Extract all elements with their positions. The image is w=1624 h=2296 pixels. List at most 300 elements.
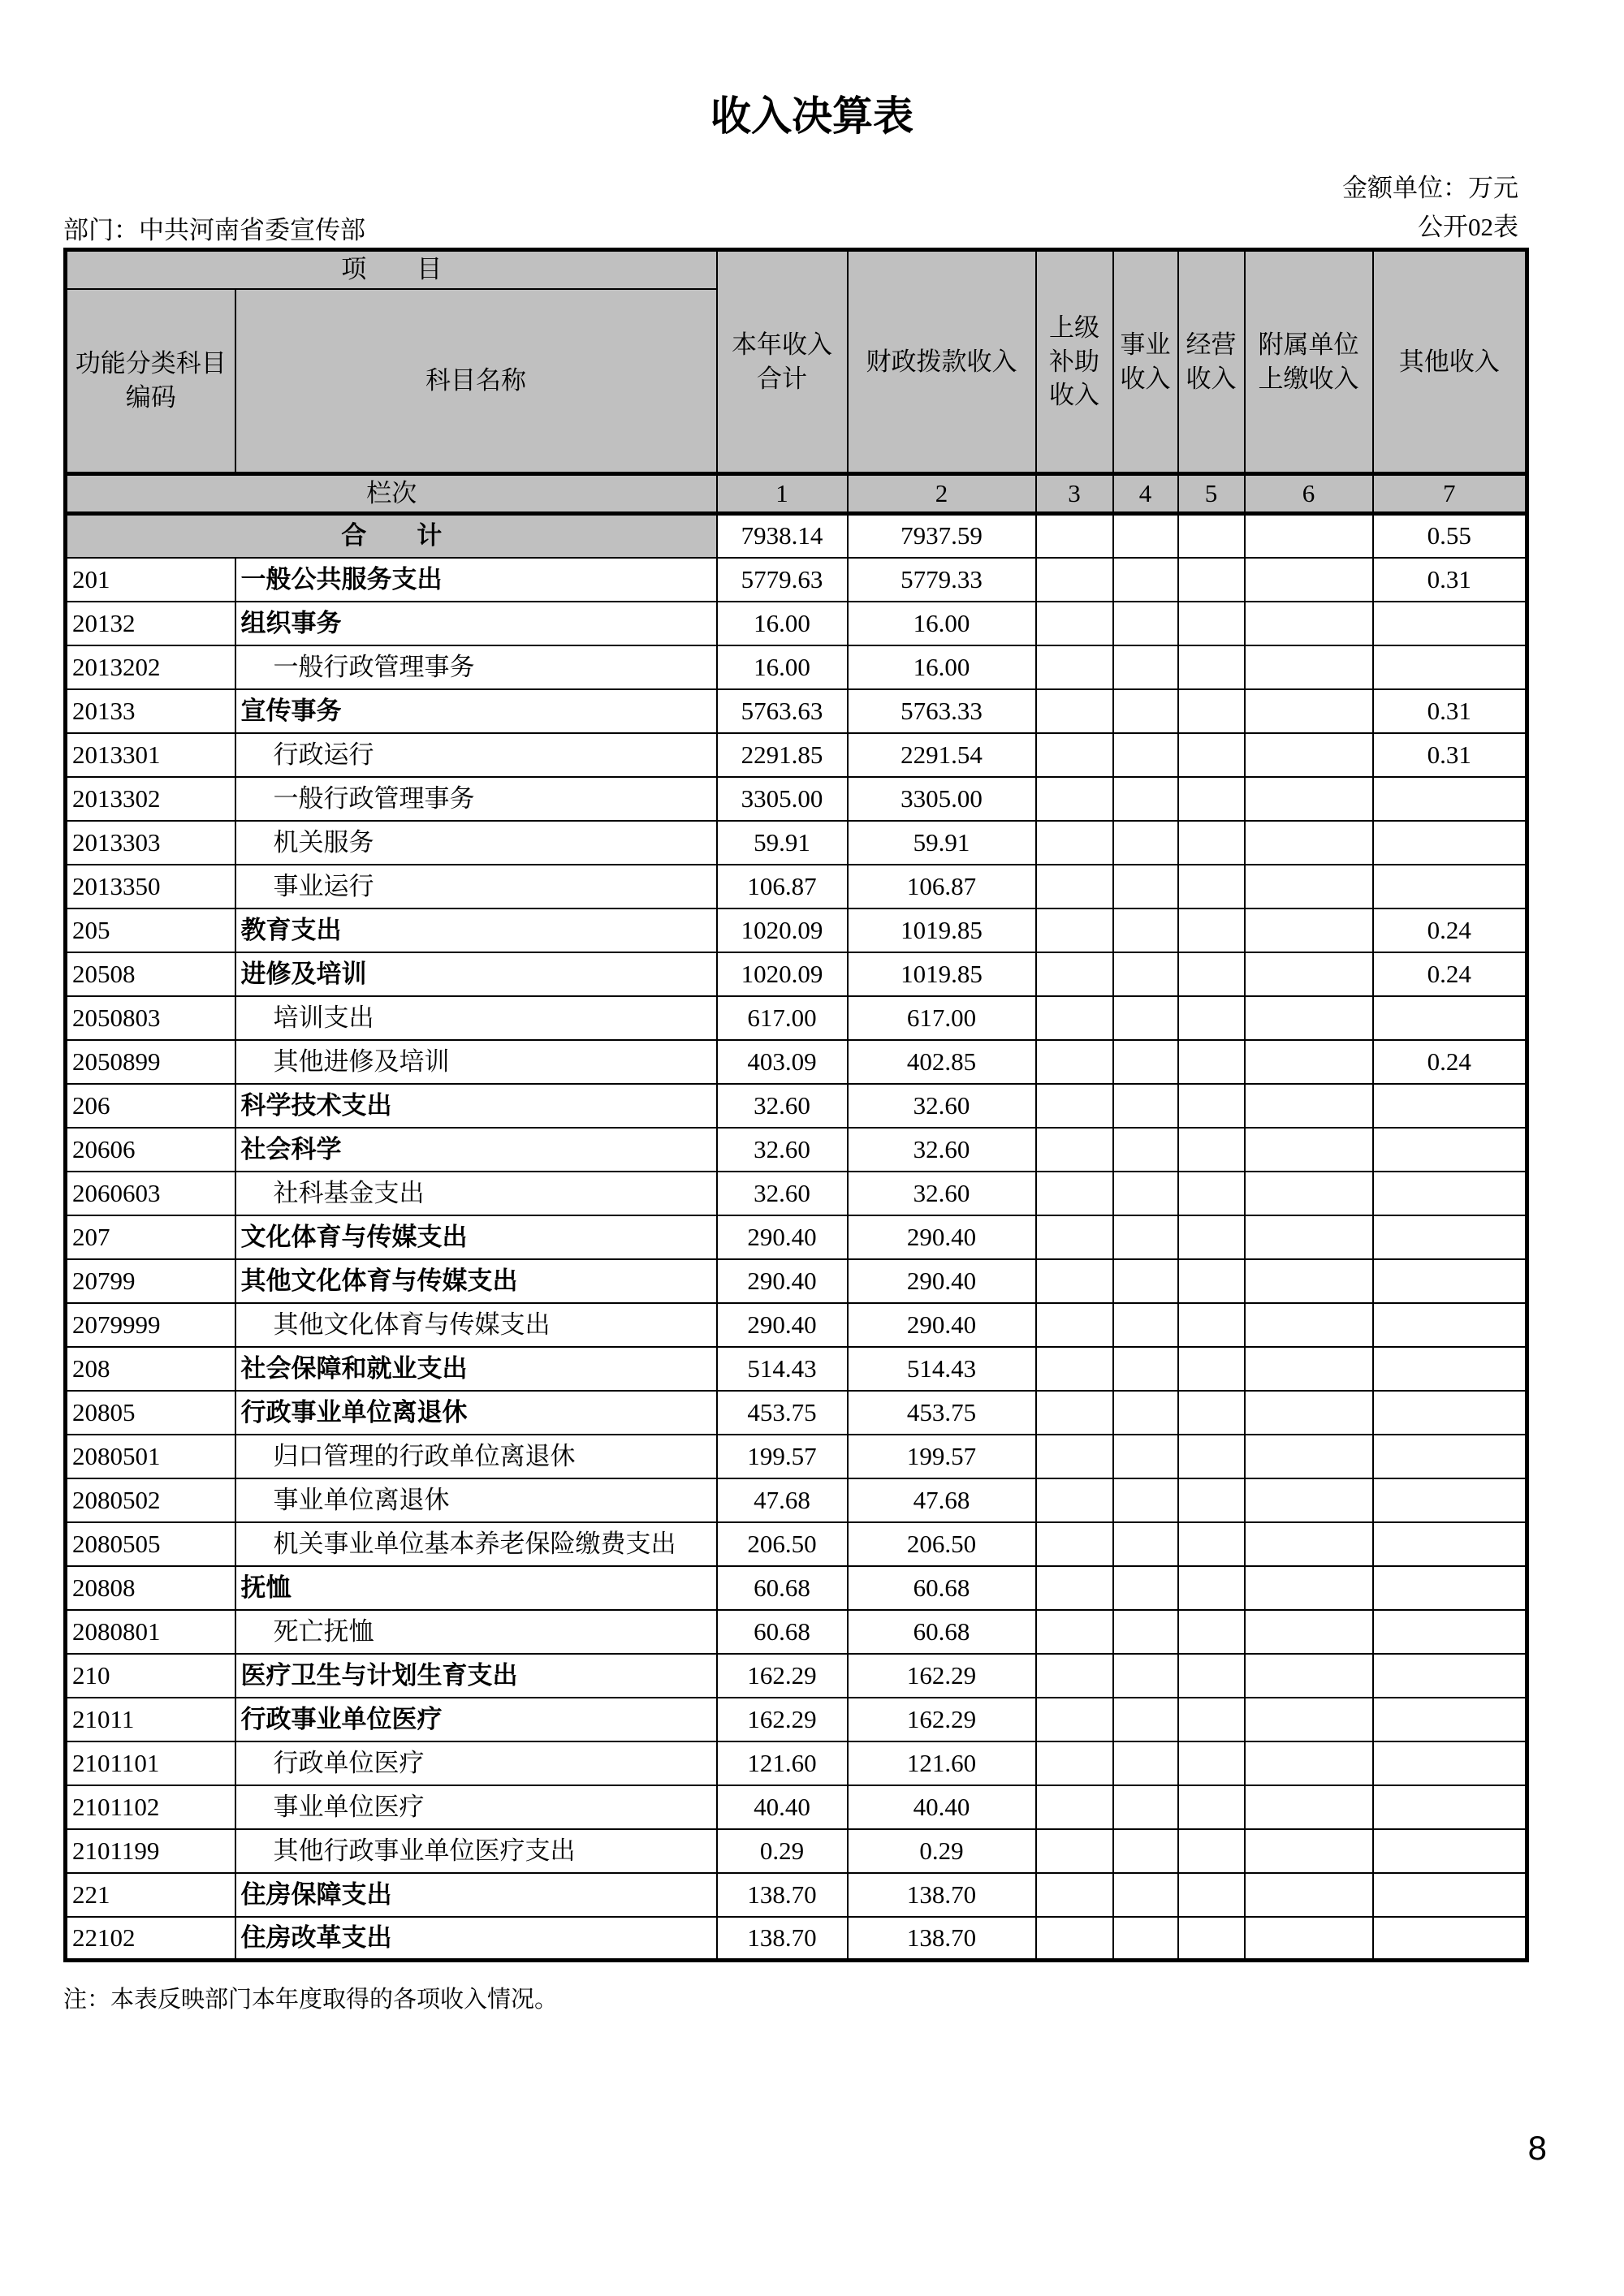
code-cell: 2013302 <box>66 777 235 821</box>
value-cell-1: 121.60 <box>717 1741 848 1785</box>
value-cell-3 <box>1036 1303 1113 1347</box>
value-cell-4 <box>1113 1873 1178 1917</box>
code-cell: 20799 <box>66 1259 235 1303</box>
value-cell-5 <box>1178 1172 1245 1215</box>
value-column-header-5: 经营收入 <box>1178 250 1245 474</box>
value-cell-6 <box>1245 645 1373 689</box>
value-cell-3 <box>1036 1435 1113 1478</box>
name-cell: 行政运行 <box>235 733 717 777</box>
value-cell-5 <box>1178 1478 1245 1522</box>
code-cell: 2079999 <box>66 1303 235 1347</box>
value-cell-1: 2291.85 <box>717 733 848 777</box>
value-cell-7 <box>1373 1522 1527 1566</box>
value-cell-6 <box>1245 1128 1373 1172</box>
table-row <box>66 1522 1527 1566</box>
table-row <box>66 558 1527 602</box>
value-cell-1: 162.29 <box>717 1654 848 1698</box>
name-cell: 机关服务 <box>235 821 717 865</box>
table-row <box>66 865 1527 908</box>
value-cell-2: 0.29 <box>848 1829 1036 1873</box>
code-cell: 2050899 <box>66 1040 235 1084</box>
header-row-project <box>66 250 1527 289</box>
value-cell-7 <box>1373 821 1527 865</box>
value-cell-4 <box>1113 1522 1178 1566</box>
total-value-3 <box>1036 514 1113 558</box>
table-row <box>66 1435 1527 1478</box>
value-cell-2: 514.43 <box>848 1347 1036 1391</box>
code-cell: 2101102 <box>66 1785 235 1829</box>
value-cell-2: 2291.54 <box>848 733 1036 777</box>
table-row <box>66 1917 1527 1961</box>
value-cell-6 <box>1245 1610 1373 1654</box>
value-column-header-4: 事业收入 <box>1113 250 1178 474</box>
value-cell-2: 1019.85 <box>848 952 1036 996</box>
table-row <box>66 1040 1527 1084</box>
name-cell: 一般行政管理事务 <box>235 645 717 689</box>
value-cell-3 <box>1036 602 1113 645</box>
value-cell-7: 0.31 <box>1373 558 1527 602</box>
value-cell-2: 3305.00 <box>848 777 1036 821</box>
value-cell-6 <box>1245 558 1373 602</box>
name-cell: 科学技术支出 <box>235 1084 717 1128</box>
value-cell-2: 206.50 <box>848 1522 1036 1566</box>
value-cell-1: 47.68 <box>717 1478 848 1522</box>
table-row <box>66 777 1527 821</box>
value-cell-7 <box>1373 1566 1527 1610</box>
value-cell-2: 617.00 <box>848 996 1036 1040</box>
value-cell-1: 138.70 <box>717 1917 848 1961</box>
code-cell: 2060603 <box>66 1172 235 1215</box>
value-cell-4 <box>1113 908 1178 952</box>
column-number-3: 3 <box>1036 474 1113 514</box>
code-cell: 208 <box>66 1347 235 1391</box>
value-cell-1: 3305.00 <box>717 777 848 821</box>
value-cell-3 <box>1036 1128 1113 1172</box>
value-cell-3 <box>1036 1391 1113 1435</box>
value-cell-2: 453.75 <box>848 1391 1036 1435</box>
value-cell-5 <box>1178 1347 1245 1391</box>
value-cell-4 <box>1113 1566 1178 1610</box>
name-cell: 行政事业单位医疗 <box>235 1698 717 1741</box>
value-cell-4 <box>1113 1741 1178 1785</box>
value-cell-1: 617.00 <box>717 996 848 1040</box>
table-row <box>66 645 1527 689</box>
total-value-2: 7937.59 <box>848 514 1036 558</box>
code-cell: 2013303 <box>66 821 235 865</box>
value-cell-2: 199.57 <box>848 1435 1036 1478</box>
table-row <box>66 1303 1527 1347</box>
value-cell-6 <box>1245 1259 1373 1303</box>
value-cell-4 <box>1113 1478 1178 1522</box>
page-number: 8 <box>1527 2129 1547 2167</box>
value-cell-1: 453.75 <box>717 1391 848 1435</box>
header-row-lanci <box>66 474 1527 514</box>
value-cell-3 <box>1036 777 1113 821</box>
value-cell-5 <box>1178 1741 1245 1785</box>
value-cell-7: 0.31 <box>1373 689 1527 733</box>
value-cell-5 <box>1178 733 1245 777</box>
value-cell-7 <box>1373 865 1527 908</box>
name-cell: 行政单位医疗 <box>235 1741 717 1785</box>
value-cell-3 <box>1036 1785 1113 1829</box>
total-value-4 <box>1113 514 1178 558</box>
table-row <box>66 689 1527 733</box>
value-cell-4 <box>1113 602 1178 645</box>
value-cell-2: 138.70 <box>848 1873 1036 1917</box>
value-cell-2: 5763.33 <box>848 689 1036 733</box>
value-cell-2: 138.70 <box>848 1917 1036 1961</box>
value-cell-2: 121.60 <box>848 1741 1036 1785</box>
value-cell-4 <box>1113 1172 1178 1215</box>
value-cell-7: 0.31 <box>1373 733 1527 777</box>
value-cell-1: 290.40 <box>717 1303 848 1347</box>
value-cell-5 <box>1178 1215 1245 1259</box>
value-cell-1: 1020.09 <box>717 952 848 996</box>
total-value-6 <box>1245 514 1373 558</box>
value-cell-3 <box>1036 1917 1113 1961</box>
code-cell: 20606 <box>66 1128 235 1172</box>
value-cell-6 <box>1245 908 1373 952</box>
value-cell-3 <box>1036 865 1113 908</box>
value-cell-2: 402.85 <box>848 1040 1036 1084</box>
table-row <box>66 1347 1527 1391</box>
name-cell: 一般行政管理事务 <box>235 777 717 821</box>
value-cell-4 <box>1113 1084 1178 1128</box>
value-cell-6 <box>1245 777 1373 821</box>
code-cell: 2101199 <box>66 1829 235 1873</box>
column-number-1: 1 <box>717 474 848 514</box>
value-cell-1: 403.09 <box>717 1040 848 1084</box>
value-cell-1: 60.68 <box>717 1566 848 1610</box>
value-column-header-7: 其他收入 <box>1373 250 1527 474</box>
table-row <box>66 1259 1527 1303</box>
value-cell-6 <box>1245 865 1373 908</box>
value-cell-7 <box>1373 1741 1527 1785</box>
value-cell-3 <box>1036 1610 1113 1654</box>
value-cell-6 <box>1245 1040 1373 1084</box>
total-value-1: 7938.14 <box>717 514 848 558</box>
value-cell-1: 5779.63 <box>717 558 848 602</box>
project-header-cell: 项 目 <box>66 250 717 289</box>
value-cell-5 <box>1178 1259 1245 1303</box>
value-cell-7 <box>1373 1917 1527 1961</box>
name-cell: 其他文化体育与传媒支出 <box>235 1303 717 1347</box>
code-cell: 2080505 <box>66 1522 235 1566</box>
value-cell-2: 32.60 <box>848 1084 1036 1128</box>
value-cell-3 <box>1036 1478 1113 1522</box>
value-cell-6 <box>1245 1917 1373 1961</box>
value-cell-1: 59.91 <box>717 821 848 865</box>
value-cell-4 <box>1113 1347 1178 1391</box>
value-cell-6 <box>1245 1829 1373 1873</box>
table-header <box>66 250 1527 514</box>
name-cell: 教育支出 <box>235 908 717 952</box>
value-cell-7 <box>1373 1391 1527 1435</box>
value-cell-4 <box>1113 1215 1178 1259</box>
table-row <box>66 1391 1527 1435</box>
value-cell-5 <box>1178 1084 1245 1128</box>
name-cell: 社会保障和就业支出 <box>235 1347 717 1391</box>
value-column-header-6: 附属单位上缴收入 <box>1245 250 1373 474</box>
value-cell-5 <box>1178 1610 1245 1654</box>
column-number-2: 2 <box>848 474 1036 514</box>
value-cell-2: 40.40 <box>848 1785 1036 1829</box>
footnote: 注：本表反映部门本年度取得的各项收入情况。 <box>63 1987 559 2013</box>
name-cell: 医疗卫生与计划生育支出 <box>235 1654 717 1698</box>
table-row <box>66 1785 1527 1829</box>
value-column-header-3: 上级补助收入 <box>1036 250 1113 474</box>
value-cell-6 <box>1245 1522 1373 1566</box>
value-cell-3 <box>1036 558 1113 602</box>
name-cell: 住房保障支出 <box>235 1873 717 1917</box>
name-cell: 社会科学 <box>235 1128 717 1172</box>
value-cell-6 <box>1245 1741 1373 1785</box>
value-cell-2: 32.60 <box>848 1128 1036 1172</box>
table-row <box>66 1215 1527 1259</box>
code-cell: 2013202 <box>66 645 235 689</box>
name-cell: 事业单位医疗 <box>235 1785 717 1829</box>
value-cell-1: 106.87 <box>717 865 848 908</box>
table-row <box>66 1829 1527 1873</box>
code-cell: 2080502 <box>66 1478 235 1522</box>
column-number-4: 4 <box>1113 474 1178 514</box>
code-cell: 20132 <box>66 602 235 645</box>
value-cell-4 <box>1113 1259 1178 1303</box>
value-cell-6 <box>1245 1654 1373 1698</box>
value-cell-6 <box>1245 1566 1373 1610</box>
value-cell-5 <box>1178 1040 1245 1084</box>
value-cell-4 <box>1113 1391 1178 1435</box>
value-cell-4 <box>1113 865 1178 908</box>
table-row <box>66 1873 1527 1917</box>
code-cell: 205 <box>66 908 235 952</box>
name-cell: 社科基金支出 <box>235 1172 717 1215</box>
value-cell-6 <box>1245 821 1373 865</box>
value-cell-5 <box>1178 558 1245 602</box>
table-row <box>66 1698 1527 1741</box>
value-cell-7 <box>1373 1303 1527 1347</box>
value-cell-5 <box>1178 908 1245 952</box>
code-cell: 21011 <box>66 1698 235 1741</box>
value-cell-3 <box>1036 1259 1113 1303</box>
value-cell-1: 0.29 <box>717 1829 848 1873</box>
value-cell-3 <box>1036 689 1113 733</box>
name-cell: 事业运行 <box>235 865 717 908</box>
value-cell-2: 290.40 <box>848 1303 1036 1347</box>
code-cell: 210 <box>66 1654 235 1698</box>
total-row <box>66 514 1527 558</box>
value-cell-6 <box>1245 1698 1373 1741</box>
code-cell: 2080501 <box>66 1435 235 1478</box>
value-cell-1: 138.70 <box>717 1873 848 1917</box>
value-cell-1: 32.60 <box>717 1172 848 1215</box>
value-cell-5 <box>1178 1917 1245 1961</box>
page-title: 收入决算表 <box>710 93 914 139</box>
column-number-6: 6 <box>1245 474 1373 514</box>
value-cell-2: 106.87 <box>848 865 1036 908</box>
table-row <box>66 1654 1527 1698</box>
value-cell-6 <box>1245 689 1373 733</box>
value-cell-5 <box>1178 1303 1245 1347</box>
value-cell-1: 32.60 <box>717 1084 848 1128</box>
value-cell-3 <box>1036 1215 1113 1259</box>
code-cell: 2050803 <box>66 996 235 1040</box>
value-cell-2: 60.68 <box>848 1610 1036 1654</box>
value-cell-7 <box>1373 1478 1527 1522</box>
value-cell-1: 162.29 <box>717 1698 848 1741</box>
value-cell-5 <box>1178 996 1245 1040</box>
value-cell-4 <box>1113 558 1178 602</box>
value-cell-6 <box>1245 1785 1373 1829</box>
table-row <box>66 1172 1527 1215</box>
table-row <box>66 1566 1527 1610</box>
value-cell-5 <box>1178 1654 1245 1698</box>
code-cell: 2080801 <box>66 1610 235 1654</box>
doc-code-label: 公开02表 <box>1418 213 1518 241</box>
value-cell-4 <box>1113 1698 1178 1741</box>
value-cell-7 <box>1373 1829 1527 1873</box>
value-cell-7: 0.24 <box>1373 952 1527 996</box>
value-cell-5 <box>1178 1391 1245 1435</box>
value-cell-3 <box>1036 1873 1113 1917</box>
table-row <box>66 996 1527 1040</box>
value-cell-5 <box>1178 865 1245 908</box>
value-cell-6 <box>1245 602 1373 645</box>
value-cell-4 <box>1113 777 1178 821</box>
value-cell-2: 60.68 <box>848 1566 1036 1610</box>
value-cell-3 <box>1036 1741 1113 1785</box>
value-cell-5 <box>1178 1829 1245 1873</box>
value-cell-4 <box>1113 1435 1178 1478</box>
value-cell-2: 5779.33 <box>848 558 1036 602</box>
value-cell-3 <box>1036 952 1113 996</box>
value-cell-7 <box>1373 1172 1527 1215</box>
code-cell: 206 <box>66 1084 235 1128</box>
unit-note: 金额单位：万元 <box>1342 174 1518 202</box>
value-column-header-1: 本年收入合计 <box>717 250 848 474</box>
name-cell: 组织事务 <box>235 602 717 645</box>
value-cell-4 <box>1113 996 1178 1040</box>
value-cell-3 <box>1036 1522 1113 1566</box>
table-row <box>66 1128 1527 1172</box>
value-cell-2: 162.29 <box>848 1698 1036 1741</box>
name-cell: 住房改革支出 <box>235 1917 717 1961</box>
value-cell-5 <box>1178 1785 1245 1829</box>
value-cell-1: 290.40 <box>717 1215 848 1259</box>
value-cell-7 <box>1373 1610 1527 1654</box>
table-body <box>66 514 1527 1961</box>
code-cell: 2013350 <box>66 865 235 908</box>
code-header-cell: 功能分类科目编码 <box>66 289 235 474</box>
value-cell-4 <box>1113 1040 1178 1084</box>
value-cell-5 <box>1178 777 1245 821</box>
value-cell-6 <box>1245 1215 1373 1259</box>
value-cell-6 <box>1245 1172 1373 1215</box>
value-cell-7 <box>1373 1347 1527 1391</box>
table-row <box>66 1084 1527 1128</box>
code-cell: 20805 <box>66 1391 235 1435</box>
name-cell: 抚恤 <box>235 1566 717 1610</box>
name-header-cell: 科目名称 <box>235 289 717 474</box>
value-cell-4 <box>1113 821 1178 865</box>
value-cell-4 <box>1113 645 1178 689</box>
value-cell-6 <box>1245 1084 1373 1128</box>
table-row <box>66 908 1527 952</box>
value-cell-4 <box>1113 1829 1178 1873</box>
name-cell: 宣传事务 <box>235 689 717 733</box>
name-cell: 一般公共服务支出 <box>235 558 717 602</box>
value-cell-5 <box>1178 821 1245 865</box>
table-row <box>66 1478 1527 1522</box>
value-cell-7 <box>1373 1259 1527 1303</box>
value-cell-6 <box>1245 1873 1373 1917</box>
name-cell: 其他行政事业单位医疗支出 <box>235 1829 717 1873</box>
value-cell-1: 199.57 <box>717 1435 848 1478</box>
value-cell-6 <box>1245 733 1373 777</box>
total-value-7: 0.55 <box>1373 514 1527 558</box>
code-cell: 207 <box>66 1215 235 1259</box>
value-cell-1: 514.43 <box>717 1347 848 1391</box>
value-cell-1: 290.40 <box>717 1259 848 1303</box>
code-cell: 20508 <box>66 952 235 996</box>
value-cell-2: 59.91 <box>848 821 1036 865</box>
name-cell: 进修及培训 <box>235 952 717 996</box>
value-cell-7 <box>1373 1873 1527 1917</box>
value-cell-5 <box>1178 952 1245 996</box>
total-value-5 <box>1178 514 1245 558</box>
name-cell: 其他进修及培训 <box>235 1040 717 1084</box>
code-cell: 20808 <box>66 1566 235 1610</box>
value-cell-5 <box>1178 1566 1245 1610</box>
value-cell-4 <box>1113 1917 1178 1961</box>
value-cell-2: 162.29 <box>848 1654 1036 1698</box>
name-cell: 死亡抚恤 <box>235 1610 717 1654</box>
value-cell-2: 32.60 <box>848 1172 1036 1215</box>
table-row <box>66 733 1527 777</box>
value-cell-3 <box>1036 821 1113 865</box>
value-cell-4 <box>1113 733 1178 777</box>
value-cell-5 <box>1178 689 1245 733</box>
value-cell-4 <box>1113 952 1178 996</box>
value-cell-7 <box>1373 1435 1527 1478</box>
value-cell-3 <box>1036 996 1113 1040</box>
value-cell-4 <box>1113 689 1178 733</box>
total-label: 合 计 <box>66 514 717 558</box>
name-cell: 事业单位离退休 <box>235 1478 717 1522</box>
value-cell-3 <box>1036 1172 1113 1215</box>
value-cell-7 <box>1373 645 1527 689</box>
value-cell-3 <box>1036 1698 1113 1741</box>
code-cell: 22102 <box>66 1917 235 1961</box>
value-cell-5 <box>1178 645 1245 689</box>
value-cell-3 <box>1036 1347 1113 1391</box>
value-cell-7 <box>1373 602 1527 645</box>
value-cell-3 <box>1036 1654 1113 1698</box>
table-row <box>66 1610 1527 1654</box>
value-cell-7 <box>1373 777 1527 821</box>
value-cell-6 <box>1245 1435 1373 1478</box>
column-number-5: 5 <box>1178 474 1245 514</box>
value-cell-5 <box>1178 1128 1245 1172</box>
name-cell: 文化体育与传媒支出 <box>235 1215 717 1259</box>
table-row <box>66 602 1527 645</box>
value-cell-6 <box>1245 1478 1373 1522</box>
value-cell-7 <box>1373 1128 1527 1172</box>
value-cell-1: 206.50 <box>717 1522 848 1566</box>
value-cell-7 <box>1373 1698 1527 1741</box>
value-cell-3 <box>1036 1040 1113 1084</box>
code-cell: 221 <box>66 1873 235 1917</box>
